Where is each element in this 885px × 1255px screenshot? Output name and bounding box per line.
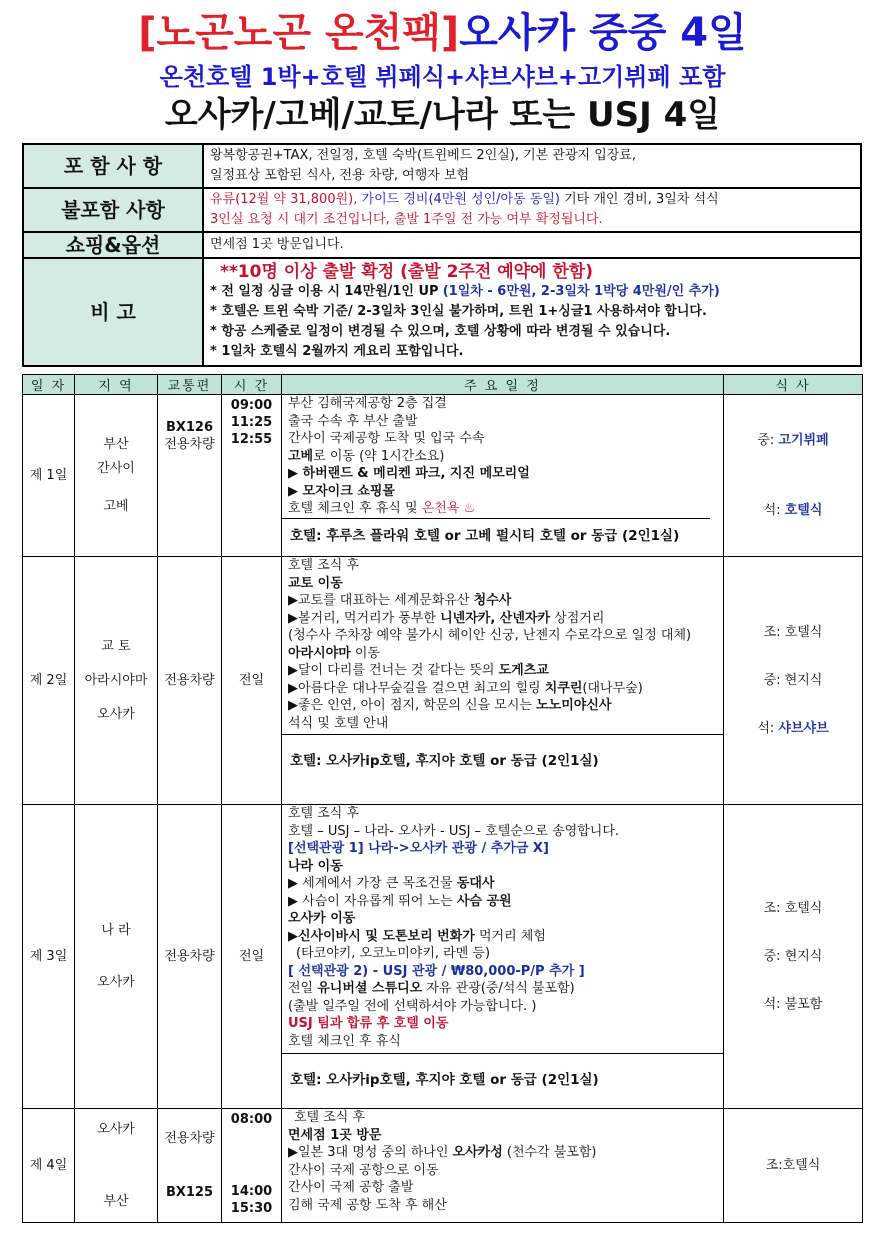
day4-itinerary: 호텔 조식 후 면세점 1곳 방문 ▶일본 3대 명성 중의 하나인 오사카성 (천수각 불포함) 간사이 국제 공항으로 이동 간사이 국제 공항 출발 김해 국제 공항 도착 후 해산	[282, 1109, 724, 1223]
day4-region: 오사카 부산	[75, 1109, 158, 1223]
day2-row	[23, 557, 863, 805]
remark-headline: **10명 이상 출발 확정 (출발 2주전 예약에 한함)	[220, 262, 593, 282]
day1-itinerary: 부산 김해국제공항 2층 집결 출국 수속 후 부산 출발 간사이 국제공항 도착 및 입국 수속 고베로 이동 (약 1시간소요) ▶ 하버랜드 & 메리켄 파크, 지진 메모리얼 ▶ 모자이크 쇼핑몰 호텔 체크인 후 휴식 및 온천욕 ♨ 호텔: 후루츠 플라워 호텔 or 고베 펄시티 호텔 or 동급 (2인1실)	[282, 395, 724, 557]
day2-itinerary: 호텔 조식 후 교토 이동 ▶교토를 대표하는 세계문화유산 청수사 ▶볼거리, 먹거리가 풍부한 니넨자카, 산넨자카 상점거리 (청수사 주차장 예약 불가시 헤이안 신궁, 난젠지 수로각으로 일정 대체) 아라시야마 이동 ▶달이 다리를 건너는 것 같다는 뜻의 도게츠교 ▶아름다운 대나무숲길을 걸으면 최고의 힐링 치쿠린(대나무숲) ▶좋은 인연, 아이 점지, 학문의 신을 모시는 노노미야신사 석식 및 호텔 안내 호텔: 오사카ip호텔, 후지야 호텔 or 동급 (2인1실)	[282, 557, 724, 805]
header-meal: 식 사	[724, 375, 863, 395]
included-text: 왕복항공권+TAX, 전일정, 호텔 숙박(트윈베드 2인실), 기본 관광지 입장료, 일정표상 포함된 식사, 전용 차량, 여행자 보험	[203, 144, 861, 188]
day3-meals: 조: 호텔식 중: 현지식 석: 불포함	[724, 805, 863, 1109]
title-package-name: [노곤노곤 온천팩]	[138, 10, 460, 56]
day2-hotel: 호텔: 오사카ip호텔, 후지야 호텔 or 동급 (2인1실)	[282, 734, 723, 783]
remarks-label: 비 고	[23, 258, 203, 366]
day2-region: 교 토 아라시야마 오사카	[75, 557, 158, 805]
day3-itinerary: 호텔 조식 후 호텔 – USJ – 나라- 오사카 - USJ – 호텔순으로 송영합니다. [선택관광 1] 나라->오사카 관광 / 추가금 X] 나라 이동 ▶ 세계에서 가장 큰 목조건물 동대사 ▶ 사슴이 자유롭게 뛰어 노는 사슴 공원 오사카 이동 ▶신사이바시 및 도톤보리 번화가 먹거리 체험 (타코야키, 오코노미야키, 라멘 등) [ 선택관광 2) - USJ 관광 / ₩80,000-P/P 추가 ] 전일 유니버셜 스튜디오 자유 관광(중/석식 불포함) (출발 일주일 전에 선택하셔야 가능합니다. ) USJ 팀과 합류 후 호텔 이동 호텔 체크인 후 휴식 호텔: 오사카ip호텔, 후지야 호텔 or 동급 (2인1실)	[282, 805, 724, 1109]
day1-region: 부산 간사이 고베	[75, 395, 158, 557]
day4-label: 제 4일	[23, 1109, 75, 1223]
info-table	[22, 143, 862, 367]
day2-transport: 전용차량	[158, 557, 222, 805]
header-region: 지 역	[75, 375, 158, 395]
day3-label: 제 3일	[23, 805, 75, 1109]
day4-times: 08:00 14:00 15:30	[222, 1109, 282, 1223]
day1-row	[23, 395, 863, 557]
page-subtitle: 온천호텔 1박+호텔 뷔페식+샤브샤브+고기뷔페 포함	[159, 63, 726, 91]
remarks-text: **10명 이상 출발 확정 (출발 2주전 예약에 한함) * 전 일정 싱글 이용 시 14만원/1인 UP (1일차 - 6만원, 2-3일차 1박당 4만원/인 추가) * 호텔은 트윈 숙박 기준/ 2-3일차 3인실 불가하며, 트윈 1+싱글1 사용하셔야 합니다. * 항공 스케줄로 일정이 변경될 수 있으며, 호텔 상황에 따라 변경될 수 있습니다. * 1일차 호텔식 2월까지 게요리 포함입니다.	[203, 258, 861, 366]
excluded-label: 불포함 사항	[23, 188, 203, 232]
day3-region: 나 라 오사카	[75, 805, 158, 1109]
title-tour-name: 오사카 중중 4일	[459, 10, 747, 56]
header-itinerary: 주 요 일 정	[282, 375, 724, 395]
page-title	[0, 8, 885, 58]
shopping-text: 면세점 1곳 방문입니다.	[203, 232, 861, 258]
day4-row	[23, 1109, 863, 1223]
day4-transport: 전용차량 BX125	[158, 1109, 222, 1223]
day1-times: 09:00 11:25 12:55	[222, 395, 282, 557]
header-transport: 교통편	[158, 375, 222, 395]
header-day: 일 자	[23, 375, 75, 395]
day3-hotel: 호텔: 오사카ip호텔, 후지야 호텔 or 동급 (2인1실)	[282, 1053, 723, 1102]
day1-label: 제 1일	[23, 395, 75, 557]
day2-time: 전일	[222, 557, 282, 805]
day1-transport: BX126 전용차량	[158, 395, 222, 557]
day4-meals: 조:호텔식	[724, 1109, 863, 1223]
day2-meals: 조: 호텔식 중: 현지식 석: 샤브샤브	[724, 557, 863, 805]
day2-label: 제 2일	[23, 557, 75, 805]
day3-transport: 전용차량	[158, 805, 222, 1109]
excluded-text: 유류(12월 약 31,800원), 가이드 경비(4만원 성인/아동 동일) 기타 개인 경비, 3일차 석식 3인실 요청 시 대기 조건입니다, 출발 1주일 전 가능 여부 확정됩니다.	[203, 188, 861, 232]
included-label: 포 함 사 항	[23, 144, 203, 188]
route-title: 오사카/고베/교토/나라 또는 USJ 4일	[164, 95, 721, 135]
shopping-label: 쇼핑&옵션	[23, 232, 203, 258]
schedule-table	[22, 374, 863, 1223]
day1-meals: 중: 고기뷔페 석: 호텔식	[724, 395, 863, 557]
day1-hotel: 호텔: 후루츠 플라워 호텔 or 고베 펄시티 호텔 or 동급 (2인1실)	[282, 518, 710, 555]
day3-row	[23, 805, 863, 1109]
day3-time: 전일	[222, 805, 282, 1109]
header-time: 시 간	[222, 375, 282, 395]
